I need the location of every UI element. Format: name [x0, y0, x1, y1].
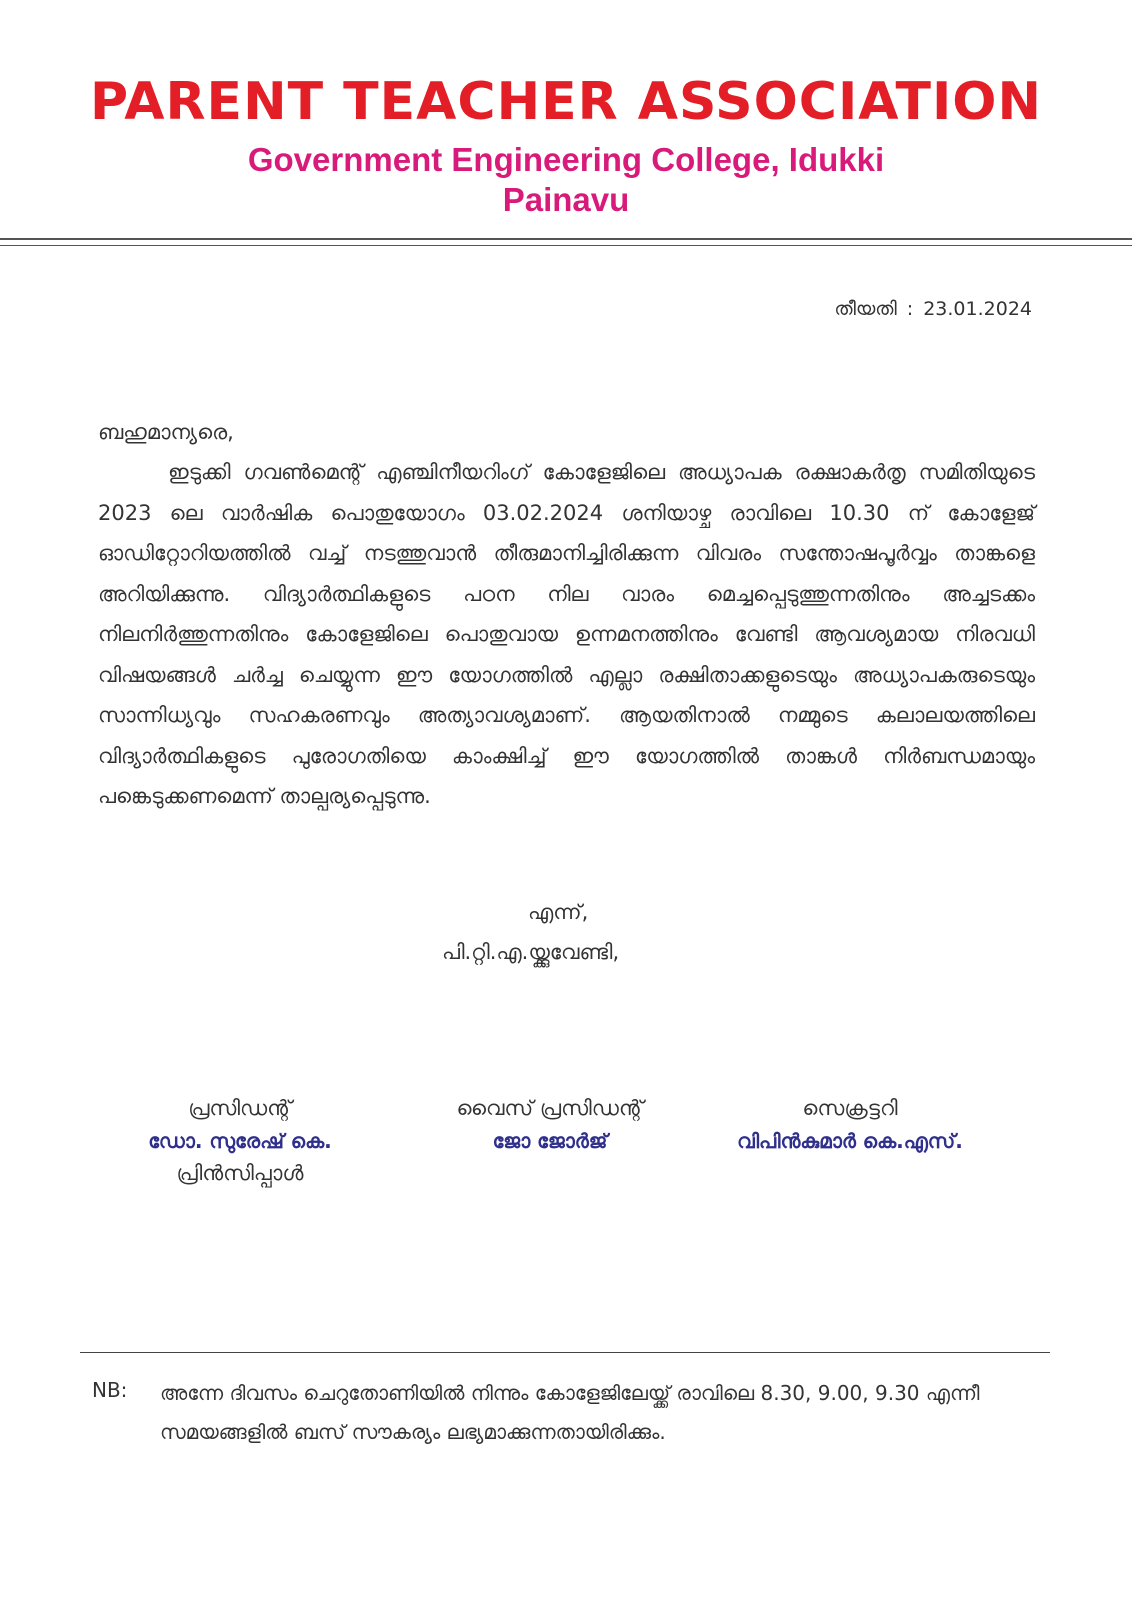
signatory-president [120, 1092, 360, 1188]
date-value: 23.01.2024 [923, 298, 1032, 320]
signatory-name: വിപിൻകുമാർ കെ.എസ്. [737, 1129, 963, 1153]
date-label: തീയതി [834, 298, 897, 320]
signatory-designation: പ്രിൻസിപ്പാൾ [176, 1161, 304, 1185]
letter-body: ഇടുക്കി ഗവൺമെന്റ് എഞ്ചിനീയറിംഗ് കോളേജിലെ അധ്യാപക രക്ഷാകർതൃ സമിതിയുടെ 2023 ലെ വാർഷിക പൊതുയോഗം 03.02.2024 ശനിയാഴ്ച രാവിലെ 10.30 ന് കോളേജ് ഓഡിറ്റോറിയത്തിൽ വച്ച് നടത്തുവാൻ തീരുമാനിച്ചിരിക്കുന്ന വിവരം സന്തോഷപൂർവ്വം താങ്കളെ അറിയിക്കുന്നു. വിദ്യാർത്ഥികളുടെ പഠന നില വാരം മെച്ചപ്പെടുത്തുന്നതിനും അച്ചടക്കം നിലനിർത്തുന്നതിനും കോളേജിലെ പൊതുവായ ഉന്നമനത്തിനും വേണ്ടി ആവശ്യമായ നിരവധി വിഷയങ്ങൾ ചർച്ച ചെയ്യുന്ന ഈ യോഗത്തിൽ എല്ലാ രക്ഷിതാക്കളുടെയും അധ്യാപകരുടെയും സാന്നിധ്യവും സഹകരണവും അത്യാവശ്യമാണ്. ആയതിനാൽ നമ്മുടെ കലാലയത്തിലെ വിദ്യാർത്ഥികളുടെ പുരോഗതിയെ കാംക്ഷിച്ച് ഈ യോഗത്തിൽ താങ്കൾ നിർബന്ധമായും പങ്കെടുക്കണമെന്ന് താല്പര്യപ്പെടുന്നു. [98, 460, 1035, 808]
closing-line-1: എന്ന്, [528, 900, 589, 924]
signatory-name: ഡോ. സുരേഷ് കെ. [148, 1129, 332, 1153]
header-divider-thick [0, 238, 1132, 240]
date-line [834, 298, 1032, 320]
signatory-role: വൈസ് പ്രസിഡന്റ് [456, 1096, 644, 1120]
signatory-role: പ്രസിഡന്റ് [188, 1096, 292, 1120]
letterhead-title: PARENT TEACHER ASSOCIATION [89, 72, 1043, 132]
signatory-secretary [720, 1092, 980, 1158]
salutation: ബഹുമാന്യരെ, [98, 420, 234, 444]
signatory-vice-president [420, 1092, 680, 1158]
closing-line-2: പി.റ്റി.എ.യ്ക്കുവേണ്ടി, [442, 940, 620, 964]
note-label: NB: [92, 1378, 128, 1402]
signatory-name: ജോ ജോർജ് [492, 1129, 608, 1153]
note-text: അന്നേ ദിവസം ചെറുതോണിയിൽ നിന്നും കോളേജിലേയ്ക്ക് രാവിലെ 8.30, 9.00, 9.30 എന്നീ സമയങ്ങളിൽ ബസ് സൗകര്യം ലഭ്യമാക്കുന്നതായിരിക്കും. [160, 1381, 980, 1444]
signatory-role: സെക്രട്ടറി [802, 1096, 898, 1120]
letterhead-location: Painavu [502, 181, 630, 218]
footer-divider [80, 1352, 1050, 1353]
header-divider-thin [0, 245, 1132, 246]
letterhead-college: Government Engineering College, Idukki [247, 141, 885, 178]
date-separator: : [906, 298, 914, 320]
